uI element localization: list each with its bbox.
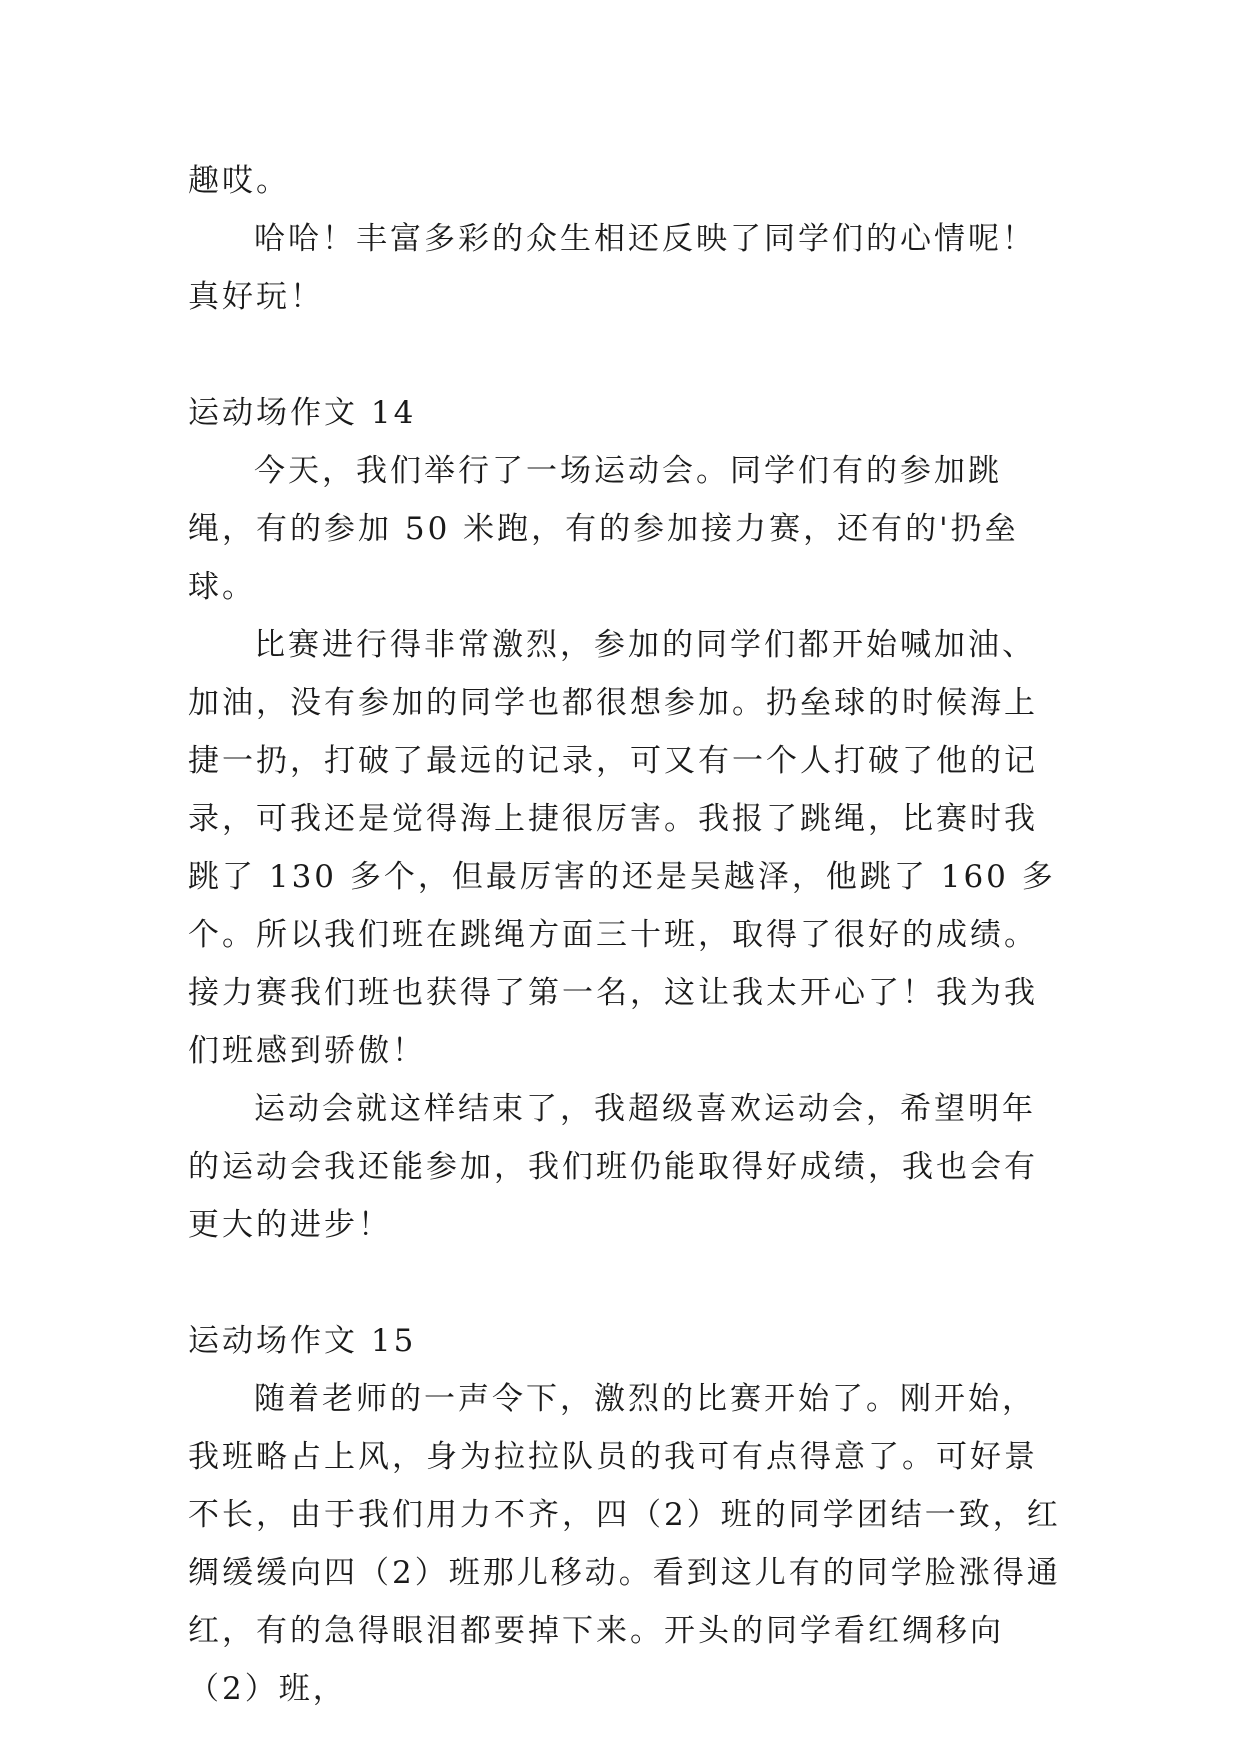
section-heading-14: 运动场作文 14 (188, 395, 417, 431)
section-heading-15: 运动场作文 15 (188, 1323, 417, 1359)
paragraph-gap (188, 1254, 1068, 1312)
paragraph: 运动会就这样结束了，我超级喜欢运动会，希望明年的运动会我还能参加，我们班仍能取得好成绩，我也会有更大的进步！ (188, 1091, 1038, 1243)
paragraph: 比赛进行得非常激烈，参加的同学们都开始喊加油、加油，没有参加的同学也都很想参加。扔垒球的时候海上捷一扔，打破了最远的记录，可又有一个人打破了他的记录，可我还是觉得海上捷很厉害。我报了跳绳，比赛时我跳了 130 多个，但最厉害的还是吴越泽，他跳了 160 多个。所以我们班在跳绳方面三十班，取得了很好的成绩。接力赛我们班也获得了第一名，这让我太开心了！我为我们班感到骄傲！ (188, 627, 1056, 1069)
paragraph: 哈哈！丰富多彩的众生相还反映了同学们的心情呢！真好玩！ (188, 221, 1036, 315)
paragraph-continuation: 趣哎。 (188, 163, 290, 199)
document-body (188, 152, 1068, 1718)
paragraph-gap (188, 326, 1068, 384)
paragraph: 今天，我们举行了一场运动会。同学们有的参加跳绳，有的参加 50 米跑，有的参加接力赛，还有的'扔垒球。 (188, 453, 1019, 605)
paragraph: 随着老师的一声令下，激烈的比赛开始了。刚开始，我班略占上风，身为拉拉队员的我可有点得意了。可好景不长，由于我们用力不齐，四（2）班的同学团结一致，红绸缓缓向四（2）班那儿移动。看到这儿有的同学脸涨得通红，有的急得眼泪都要掉下来。开头的同学看红绸移向（2）班， (188, 1381, 1061, 1707)
